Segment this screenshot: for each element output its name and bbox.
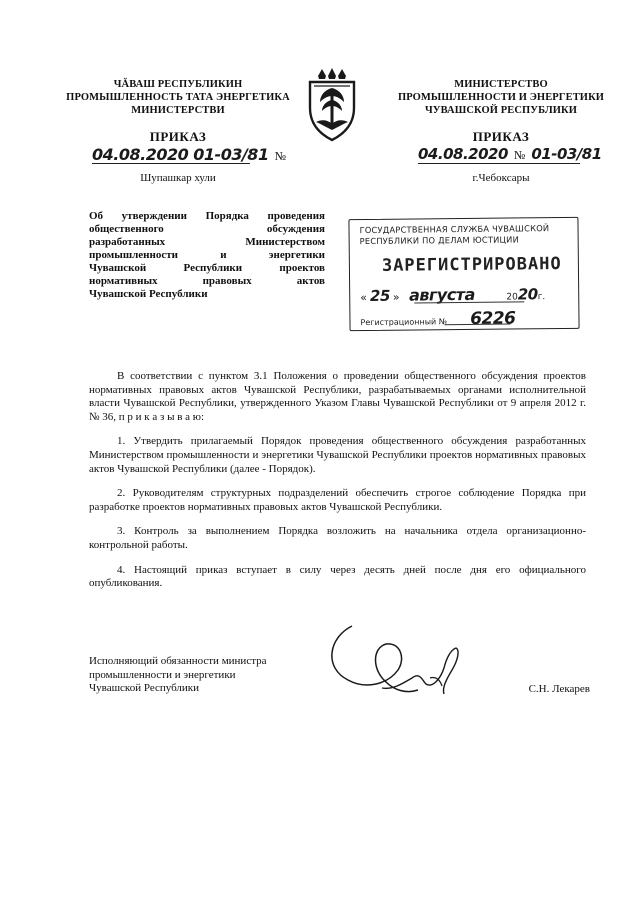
date-underline-left [92,163,250,164]
number-sign-right: № [513,148,526,162]
preamble-paragraph: В соответствии с пунктом 3.1 Положения о проведении общественного обсуждения проектов нормативных правовых актов Чувашской Республики, разрабатываемых органами исполнительной власти Чувашской Республики, утвержденного Указом Главы Чувашской Республики от 9 апреля 2012 г. № 36, п р и к а з ы в а ю: [89,370,586,423]
header-right [375,78,627,117]
number-sign-left: № [274,149,287,163]
title-line: Чувашской Республики проектов [89,262,325,274]
stamp-quote-close: » [392,290,400,304]
order-word-right: ПРИКАЗ [472,129,530,144]
stamp-line1: ГОСУДАРСТВЕННАЯ СЛУЖБА ЧУВАШСКОЙ [359,223,550,236]
document-body [89,370,586,591]
stamp-year: 20 [517,285,538,304]
title-line: промышленности и энергетики [89,249,325,261]
header-left-line3: МИНИСТЕРСТВИ [131,105,225,116]
stamp-year-suffix: г. [537,292,546,303]
handwritten-date-number-left: 04.08.2020 01-03/81 [92,145,269,164]
header-left-line1: ЧĂВАШ РЕСПУБЛИКИН [113,79,243,90]
order-word-left: ПРИКАЗ [149,129,207,144]
title-line: общественного обсуждения [89,223,325,235]
city-right: г.Чебоксары [472,172,530,184]
signature-position [89,655,349,696]
date-underline-right [418,163,580,164]
signature-line2: промышленности и энергетики [89,668,236,681]
handwritten-number-right: 01-03/81 [531,145,602,163]
item-1-paragraph: 1. Утвердить прилагаемый Порядок проведения общественного обсуждения разработанных Министерством промышленности и энергетики Чувашской Республики проектов нормативных правовых актов Чувашской Республики (далее - Порядок). [89,435,586,475]
header-right-line1: МИНИСТЕРСТВО [454,79,548,90]
stamp-quote-open: « [360,291,368,305]
coat-of-arms-icon [300,66,364,144]
item-3-paragraph: 3. Контроль за выполнением Порядка возложить на начальника отдела организационно-контрольной работы. [89,525,586,551]
stamp-registered: ЗАРЕГИСТРИРОВАНО [381,253,562,276]
title-line: Об утверждении Порядка проведения [89,210,325,222]
title-line: разработанных Министерством [89,236,325,248]
title-line: Чувашской Республики [89,288,208,300]
signature-line3: Чувашской Республики [89,682,200,695]
stamp-date-row [360,284,570,306]
document-title [89,210,325,301]
item-2-paragraph: 2. Руководителям структурных подразделений обеспечить строгое соблюдение Порядка при разработке проектов нормативных правовых актов Чувашской Республики. [89,487,586,513]
stamp-reg-label: Регистрационный № [360,317,448,328]
order-date-number-left [92,145,292,167]
stamp-month: августа [408,284,475,305]
header-left-line2: ПРОМЫШЛЕННОСТЬ ТАТА ЭНЕРГЕТИКА [66,92,290,103]
stamp-reg-number: 6226 [470,308,516,329]
handwritten-date-right: 04.08.2020 [418,145,508,163]
order-date-number-right [418,145,608,167]
title-line: нормативных правовых актов [89,275,325,287]
stamp-line2: РЕСПУБЛИКИ ПО ДЕЛАМ ЮСТИЦИИ [359,234,520,247]
stamp-reg-row [360,308,574,328]
header-left [58,78,298,117]
signatory-name: С.Н. Лекарев [528,683,590,695]
registration-stamp [348,217,579,331]
handwritten-signature [322,618,472,708]
city-left: Шупашкар хули [140,172,216,184]
item-4-paragraph: 4. Настоящий приказ вступает в силу через десять дней после дня его официального опубликования. [89,563,586,590]
header-right-line2: ПРОМЫШЛЕННОСТИ И ЭНЕРГЕТИКИ [397,92,605,103]
stamp-year-prefix: 20 [506,292,518,303]
header-right-line3: ЧУВАШСКОЙ РЕСПУБЛИКИ [424,105,578,116]
signature-line1: Исполняющий обязанности министра [89,655,267,667]
stamp-day: 25 [369,286,390,305]
